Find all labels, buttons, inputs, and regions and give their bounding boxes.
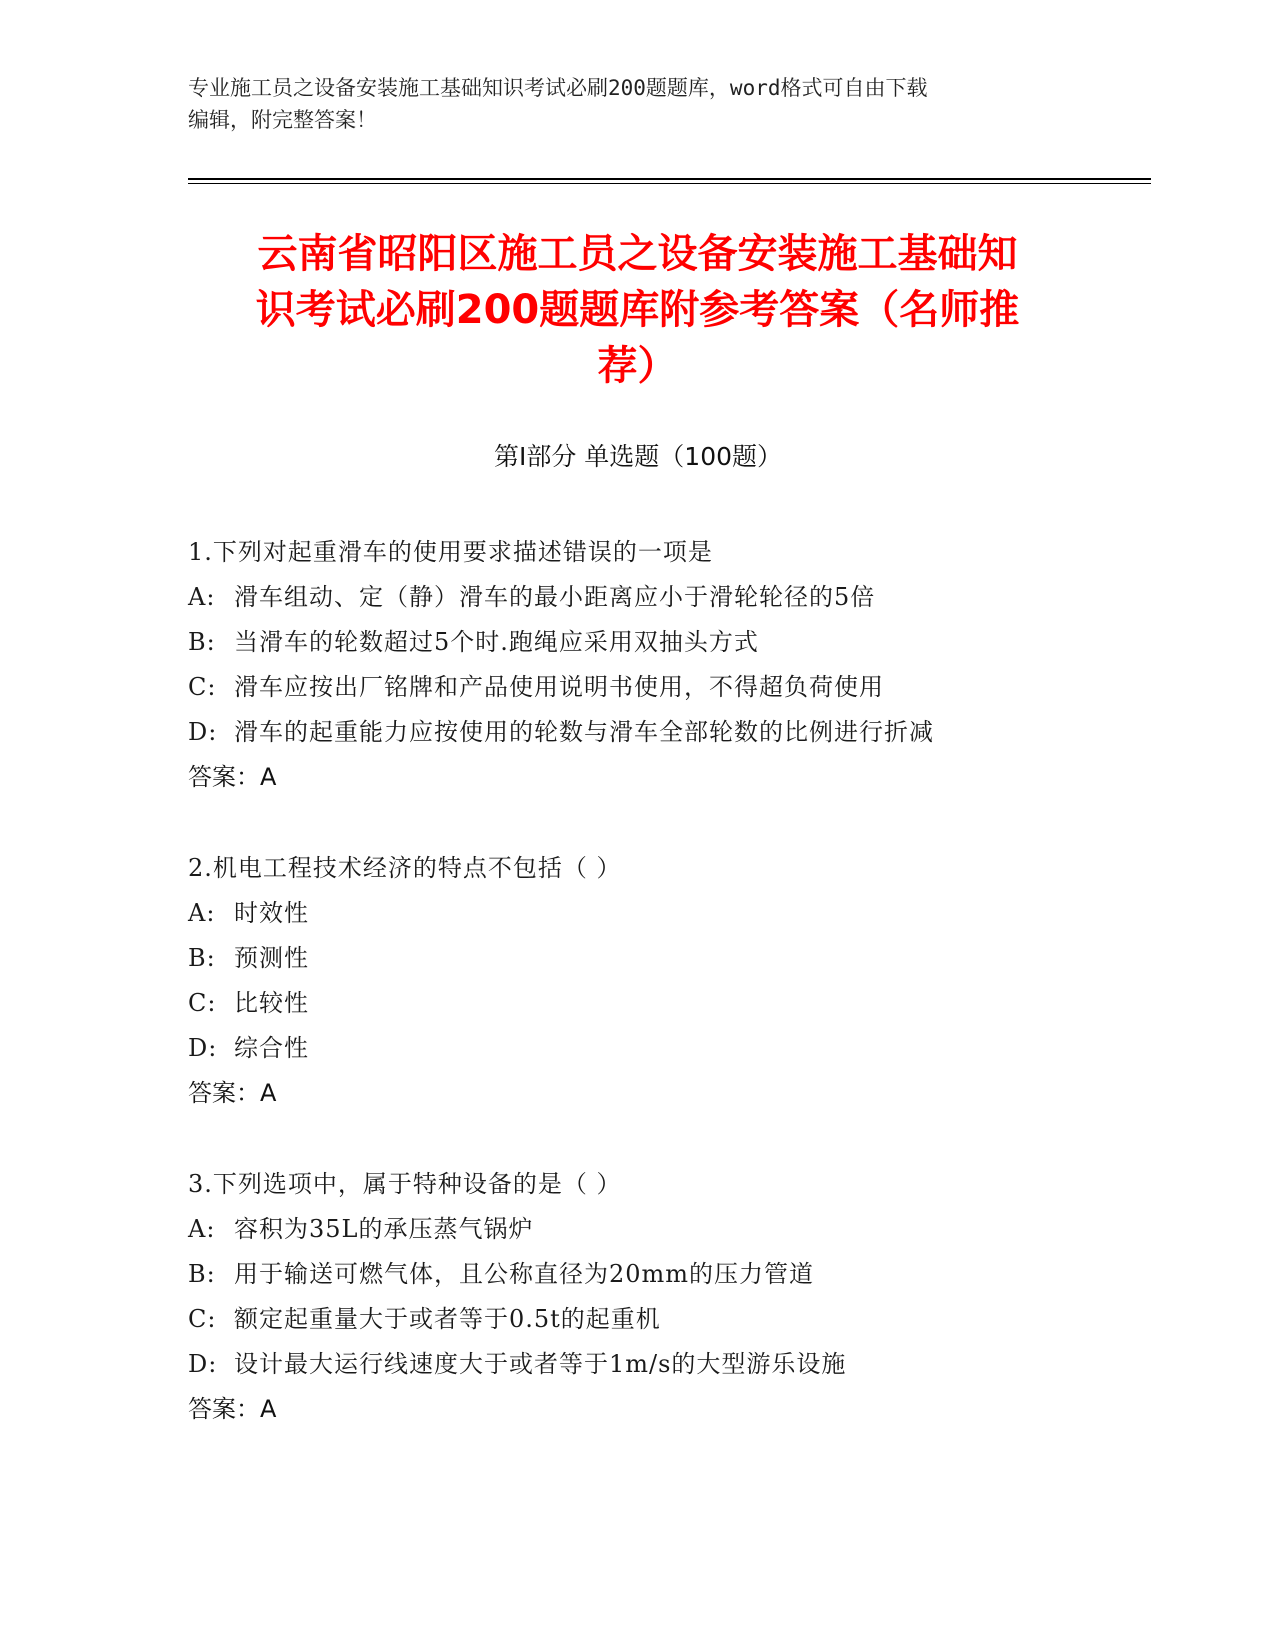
option-text: 时效性 <box>234 899 309 927</box>
header-note <box>188 72 1088 136</box>
option-letter: C: <box>188 989 217 1017</box>
document-title-line-3: 荐） <box>597 343 678 389</box>
option-letter: D: <box>188 1034 218 1062</box>
option-b <box>188 620 1088 665</box>
option-c <box>188 1297 1088 1342</box>
header-divider-thin <box>188 183 1151 184</box>
option-text: 用于输送可燃气体，且公称直径为20mm的压力管道 <box>234 1260 815 1288</box>
option-text: 预测性 <box>234 944 309 972</box>
question-stem: 1.下列对起重滑车的使用要求描述错误的一项是 <box>188 538 713 566</box>
option-a <box>188 1207 1088 1252</box>
option-text: 滑车组动、定（静）滑车的最小距离应小于滑轮轮径的5倍 <box>234 583 876 611</box>
option-d <box>188 1342 1088 1387</box>
option-letter: A: <box>188 583 216 611</box>
option-a <box>188 891 1088 936</box>
option-d <box>188 710 1088 755</box>
option-letter: B: <box>188 628 216 656</box>
option-text: 比较性 <box>234 989 309 1017</box>
option-letter: C: <box>188 1305 217 1333</box>
option-b <box>188 936 1088 981</box>
option-text: 额定起重量大于或者等于0.5t的起重机 <box>234 1305 661 1333</box>
option-letter: A: <box>188 899 216 927</box>
option-text: 滑车应按出厂铭牌和产品使用说明书使用，不得超负荷使用 <box>234 673 884 701</box>
option-letter: B: <box>188 944 216 972</box>
option-text: 当滑车的轮数超过5个时.跑绳应采用双抽头方式 <box>234 628 759 656</box>
answer-line: 答案：A <box>188 1079 277 1107</box>
option-text: 容积为35L的承压蒸气锅炉 <box>234 1215 534 1243</box>
option-a <box>188 575 1088 620</box>
question-3 <box>188 1162 1088 1432</box>
document-title-line-2: 识考试必刷200题题库附参考答案（名师推 <box>255 287 1020 333</box>
answer-line: 答案：A <box>188 763 277 791</box>
document-title-line-1: 云南省昭阳区施工员之设备安装施工基础知 <box>257 231 1018 277</box>
option-text: 综合性 <box>234 1034 309 1062</box>
section-heading: 第Ⅰ部分 单选题（100题） <box>493 442 783 471</box>
option-c <box>188 981 1088 1026</box>
option-d <box>188 1026 1088 1071</box>
option-letter: B: <box>188 1260 216 1288</box>
option-text: 滑车的起重能力应按使用的轮数与滑车全部轮数的比例进行折减 <box>234 718 934 746</box>
option-letter: C: <box>188 673 217 701</box>
header-divider-thick <box>188 178 1151 180</box>
option-letter: D: <box>188 1350 218 1378</box>
document-title <box>190 226 1085 394</box>
option-letter: D: <box>188 718 218 746</box>
option-letter: A: <box>188 1215 216 1243</box>
answer-line: 答案：A <box>188 1395 277 1423</box>
question-2 <box>188 846 1088 1116</box>
option-text: 设计最大运行线速度大于或者等于1m/s的大型游乐设施 <box>234 1350 847 1378</box>
question-1 <box>188 530 1088 800</box>
question-stem: 2.机电工程技术经济的特点不包括（ ） <box>188 854 622 882</box>
question-list <box>188 530 1088 1478</box>
option-c <box>188 665 1088 710</box>
header-note-line-2: 编辑，附完整答案！ <box>188 108 377 132</box>
question-stem: 3.下列选项中，属于特种设备的是（ ） <box>188 1170 622 1198</box>
option-b <box>188 1252 1088 1297</box>
header-note-line-1: 专业施工员之设备安装施工基础知识考试必刷200题题库，word格式可自由下载 <box>188 76 928 100</box>
